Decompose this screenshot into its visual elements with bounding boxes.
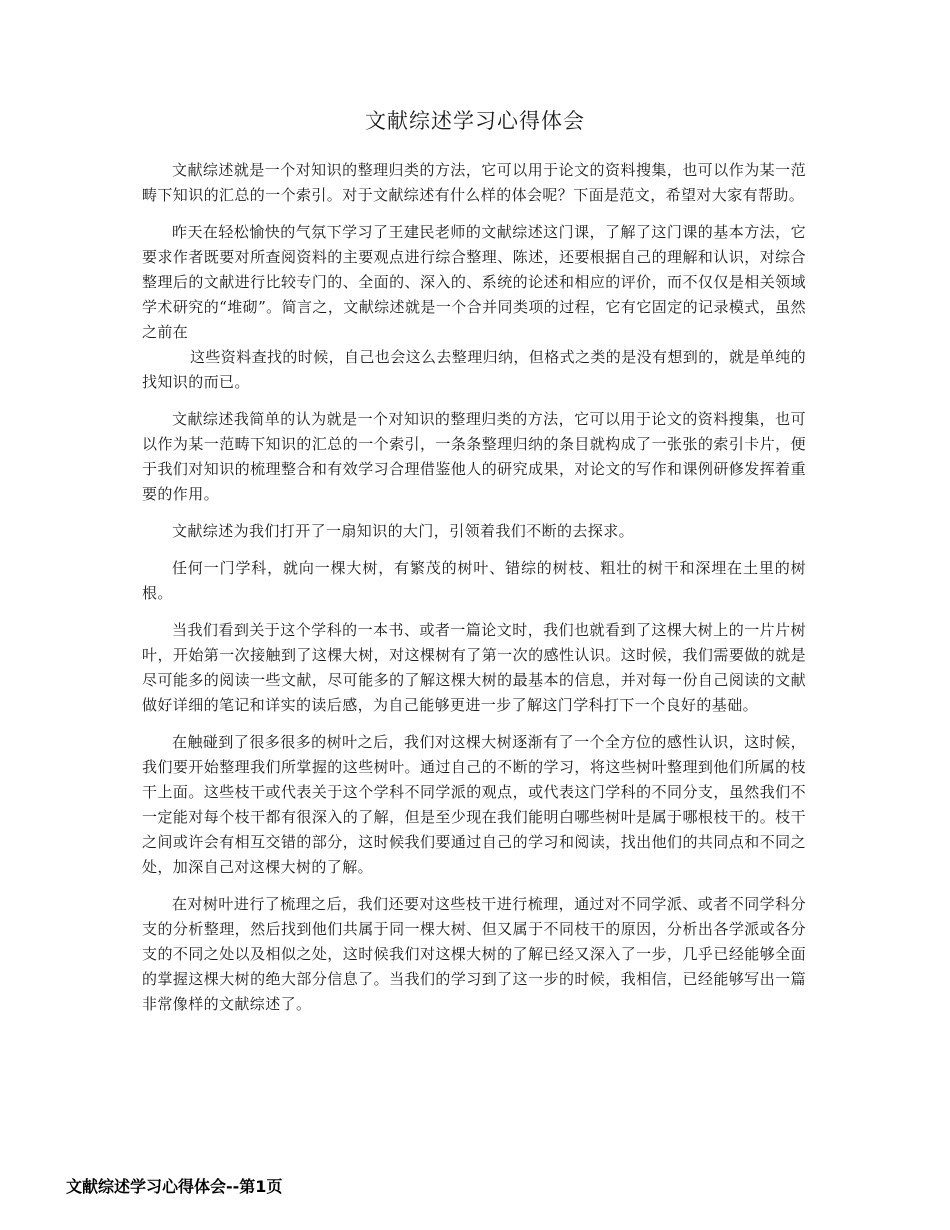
- paragraph-intro: 文献综述就是一个对知识的整理归类的方法，它可以用于论文的资料搜集，也可以作为某一范畴下知识的汇总的一个索引。对于文献综述有什么样的体会呢？下面是范文，希望对大家有帮助。: [142, 161, 806, 204]
- page-footer: 文献综述学习心得体会--第1页: [66, 1177, 283, 1196]
- paragraph-door-of-knowledge: 文献综述为我们打开了一扇知识的大门，引领着我们不断的去探求。: [172, 522, 635, 540]
- document-title: 文献综述学习心得体会: [365, 109, 585, 133]
- paragraph-tree-metaphor: 任何一门学科，就向一棵大树，有繁茂的树叶、错综的树枝、粗壮的树干和深埋在土里的树根。: [142, 559, 806, 602]
- paragraph-branches: 在触碰到了很多很多的树叶之后，我们对这棵大树逐渐有了一个全方位的感性认识，这时候，我们要开始整理我们所掌握的这些树叶。通过自己的不断的学习，将这些树叶整理到他们所属的枝干上面。这些枝干或代表关于这个学科不同学派的观点，或代表这门学科的不同分支，虽然我们不一定能对每个枝干都有很深入的了解，但是至少现在我们能明白哪些树叶是属于哪根枝干的。枝干之间或许会有相互交错的部分，这时候我们要通过自己的学习和阅读，找出他们的共同点和不同之处，加深自己对这棵大树的了解。: [142, 733, 806, 876]
- paragraph-course-summary: 昨天在轻松愉快的气氛下学习了王建民老师的文献综述这门课，了解了这门课的基本方法，它要求作者既要对所查阅资料的主要观点进行综合整理、陈述，还要根据自己的理解和认识，对综合整理后的文献进行比较专门的、全面的、深入的、系统的论述和相应的评价，而不仅仅是相关领域学术研究的“堆砌”。简言之，文献综述就是一个合并同类项的过程，它有它固定的记录模式，虽然之前在: [142, 223, 806, 341]
- paragraph-trunk: 在对树叶进行了梳理之后，我们还要对这些枝干进行梳理，通过对不同学派、或者不同学科分支的分析整理，然后找到他们共属于同一棵大树、但又属于不同枝干的原因，分析出各学派或各分支的不同之处以及相似之处，这时候我们对这棵大树的了解已经又深入了一步，几乎已经能够全面的掌握这棵大树的绝大部分信息了。当我们的学习到了这一步的时候，我相信，已经能够写出一篇非常像样的文献综述了。: [142, 895, 806, 1013]
- paragraph-leaves: 当我们看到关于这个学科的一本书、或者一篇论文时，我们也就看到了这棵大树上的一片片树叶，开始第一次接触到了这棵大树，对这棵树有了第一次的感性认识。这时候，我们需要做的就是尽可能多的阅读一些文献，尽可能多的了解这棵大树的最基本的信息，并对每一份自己阅读的文献做好详细的笔记和详实的读后感，为自己能够更进一步了解这门学科打下一个良好的基础。: [142, 621, 806, 714]
- paragraph-definition: 文献综述我简单的认为就是一个对知识的整理归类的方法，它可以用于论文的资料搜集，也可以作为某一范畴下知识的汇总的一个索引，一条条整理归纳的条目就构成了一张张的索引卡片，便于我们对知识的梳理整合和有效学习合理借鉴他人的研究成果，对论文的写作和课例研修发挥着重要的作用。: [142, 410, 806, 503]
- document-body: [142, 158, 806, 1029]
- paragraph-course-summary-continued: 这些资料查找的时候，自己也会这么去整理归纳，但格式之类的是没有想到的，就是单纯的找知识的而已。: [142, 348, 807, 391]
